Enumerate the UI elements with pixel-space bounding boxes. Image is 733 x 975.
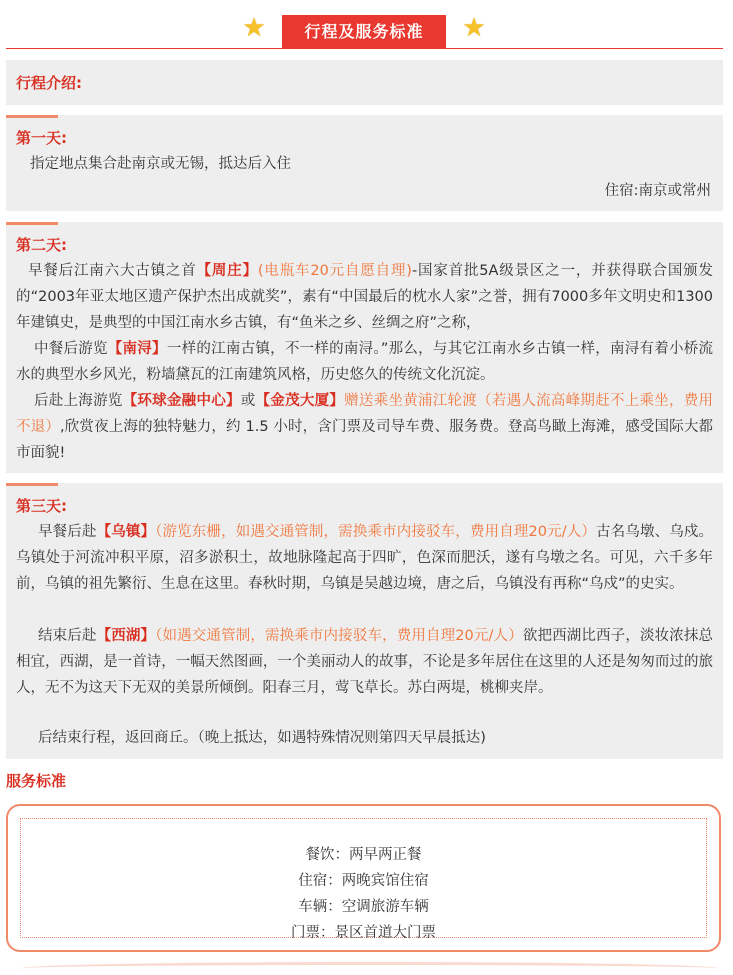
day3-heading: 第三天: — [16, 497, 67, 515]
day2-heading: 第二天: — [16, 236, 67, 254]
bottom-decoration — [20, 962, 720, 975]
day2-text: 或 — [240, 393, 256, 409]
fee-note: （如遇交通管制，需换乘市内接驳车，费用自理20元/人） — [155, 628, 523, 644]
place-name: 【南浔】 — [107, 341, 167, 357]
day1-heading: 第一天: — [16, 129, 67, 147]
star-icon: ★ — [242, 13, 266, 43]
star-icon: ★ — [462, 13, 486, 43]
service-item: 住宿：两晚宾馆住宿 — [298, 873, 429, 889]
services-title: 服务标准 — [6, 772, 67, 790]
day2-text: -国家首批5A级景区之一，并获得联合国颁发的“2003年亚太地区遗产保护杰出成就奖”，素有“中国最后的枕水人家”之誉，拥有7000多年文明史和1300年建镇史，是典型的中国江南水乡古镇，有“鱼米之乡、丝绸之府”之称， — [16, 263, 714, 331]
day3-paragraph-2 — [16, 623, 713, 701]
day2-panel — [6, 222, 723, 473]
day2-text: 中餐后游览 — [34, 341, 108, 357]
place-name: 【周庄】 — [196, 263, 258, 279]
place-name: 【西湖】 — [96, 628, 156, 644]
place-name: 【环球金融中心】 — [122, 393, 241, 409]
day3-panel — [6, 483, 723, 759]
fee-note: 赠送乘坐黄浦江轮渡（若遇人流高峰期赶不上乘坐，费用不退） — [16, 393, 714, 435]
header-divider — [6, 48, 723, 49]
service-item: 车辆：空调旅游车辆 — [298, 899, 429, 915]
day1-text: 指定地点集合赴南京或无锡，抵达后入住 — [30, 156, 291, 172]
intro-heading: 行程介绍: — [16, 74, 82, 92]
day3-paragraph-1 — [16, 519, 713, 597]
day3-text: 结束后赴 — [38, 628, 97, 644]
day2-text: 后赴上海游览 — [34, 393, 123, 409]
day2-text: 早餐后江南六大古镇之首 — [28, 263, 197, 279]
services-box — [6, 804, 721, 952]
section-header — [0, 0, 733, 52]
accent-bar — [6, 483, 58, 486]
day2-text: ,欣赏夜上海的独特魅力，约 1.5 小时，含门票及司导车费、服务费。登高鸟瞰上海滩，感受国际大都市面貌! — [16, 419, 714, 461]
services-inner — [20, 818, 707, 941]
day3-paragraph-3: 后结束行程，返回商丘。（晚上抵达，如遇特殊情况则第四天早晨抵达) — [38, 730, 486, 746]
day2-paragraph-1 — [16, 258, 713, 336]
place-name: 【乌镇】 — [96, 524, 156, 540]
day3-text: 早餐后赴 — [38, 524, 97, 540]
service-item: 门票：景区首道大门票 — [291, 925, 436, 941]
day2-paragraph-2 — [16, 336, 713, 388]
service-item: 餐饮：两早两正餐 — [305, 847, 422, 863]
section-title: 行程及服务标准 — [282, 15, 446, 48]
day2-text: 一样的江南古镇，不一样的南浔。”那么，与其它江南水乡古镇一样，南浔有着小桥流水的典型水乡风光，粉墙黛瓦的江南建筑风格，历史悠久的传统文化沉淀。 — [16, 341, 714, 383]
fee-note: (电瓶车20元自愿自理) — [257, 263, 412, 279]
day2-paragraph-3 — [16, 388, 713, 466]
accent-bar — [6, 222, 58, 225]
fee-note: （游览东栅，如遇交通管制，需换乘市内接驳车，费用自理20元/人） — [155, 524, 597, 540]
day1-lodging: 住宿:南京或常州 — [604, 183, 711, 199]
day1-panel — [6, 115, 723, 211]
day3-text: 欲把西湖比西子，淡妆浓抹总相宜，西湖，是一首诗，一幅天然图画，一个美丽动人的故事，不论是多年居住在这里的人还是匆匆而过的旅人，无不为这天下无双的美景所倾倒。阳春三月，莺飞草长。苏白两堤，桃柳夹岸。 — [16, 628, 714, 696]
accent-bar — [6, 115, 58, 118]
place-name: 【金茂大厦】 — [255, 393, 345, 409]
day3-text: 古名乌墩、乌戍。乌镇处于河流冲积平原，沼多淤积土，故地脉隆起高于四旷，色深而肥沃，遂有乌墩之名。可见，六千多年前，乌镇的祖先繁衍、生息在这里。春秋时期，乌镇是吴越边境，唐之后，乌镇没有再称“乌戍”的史实。 — [16, 524, 714, 592]
intro-panel — [6, 60, 723, 105]
